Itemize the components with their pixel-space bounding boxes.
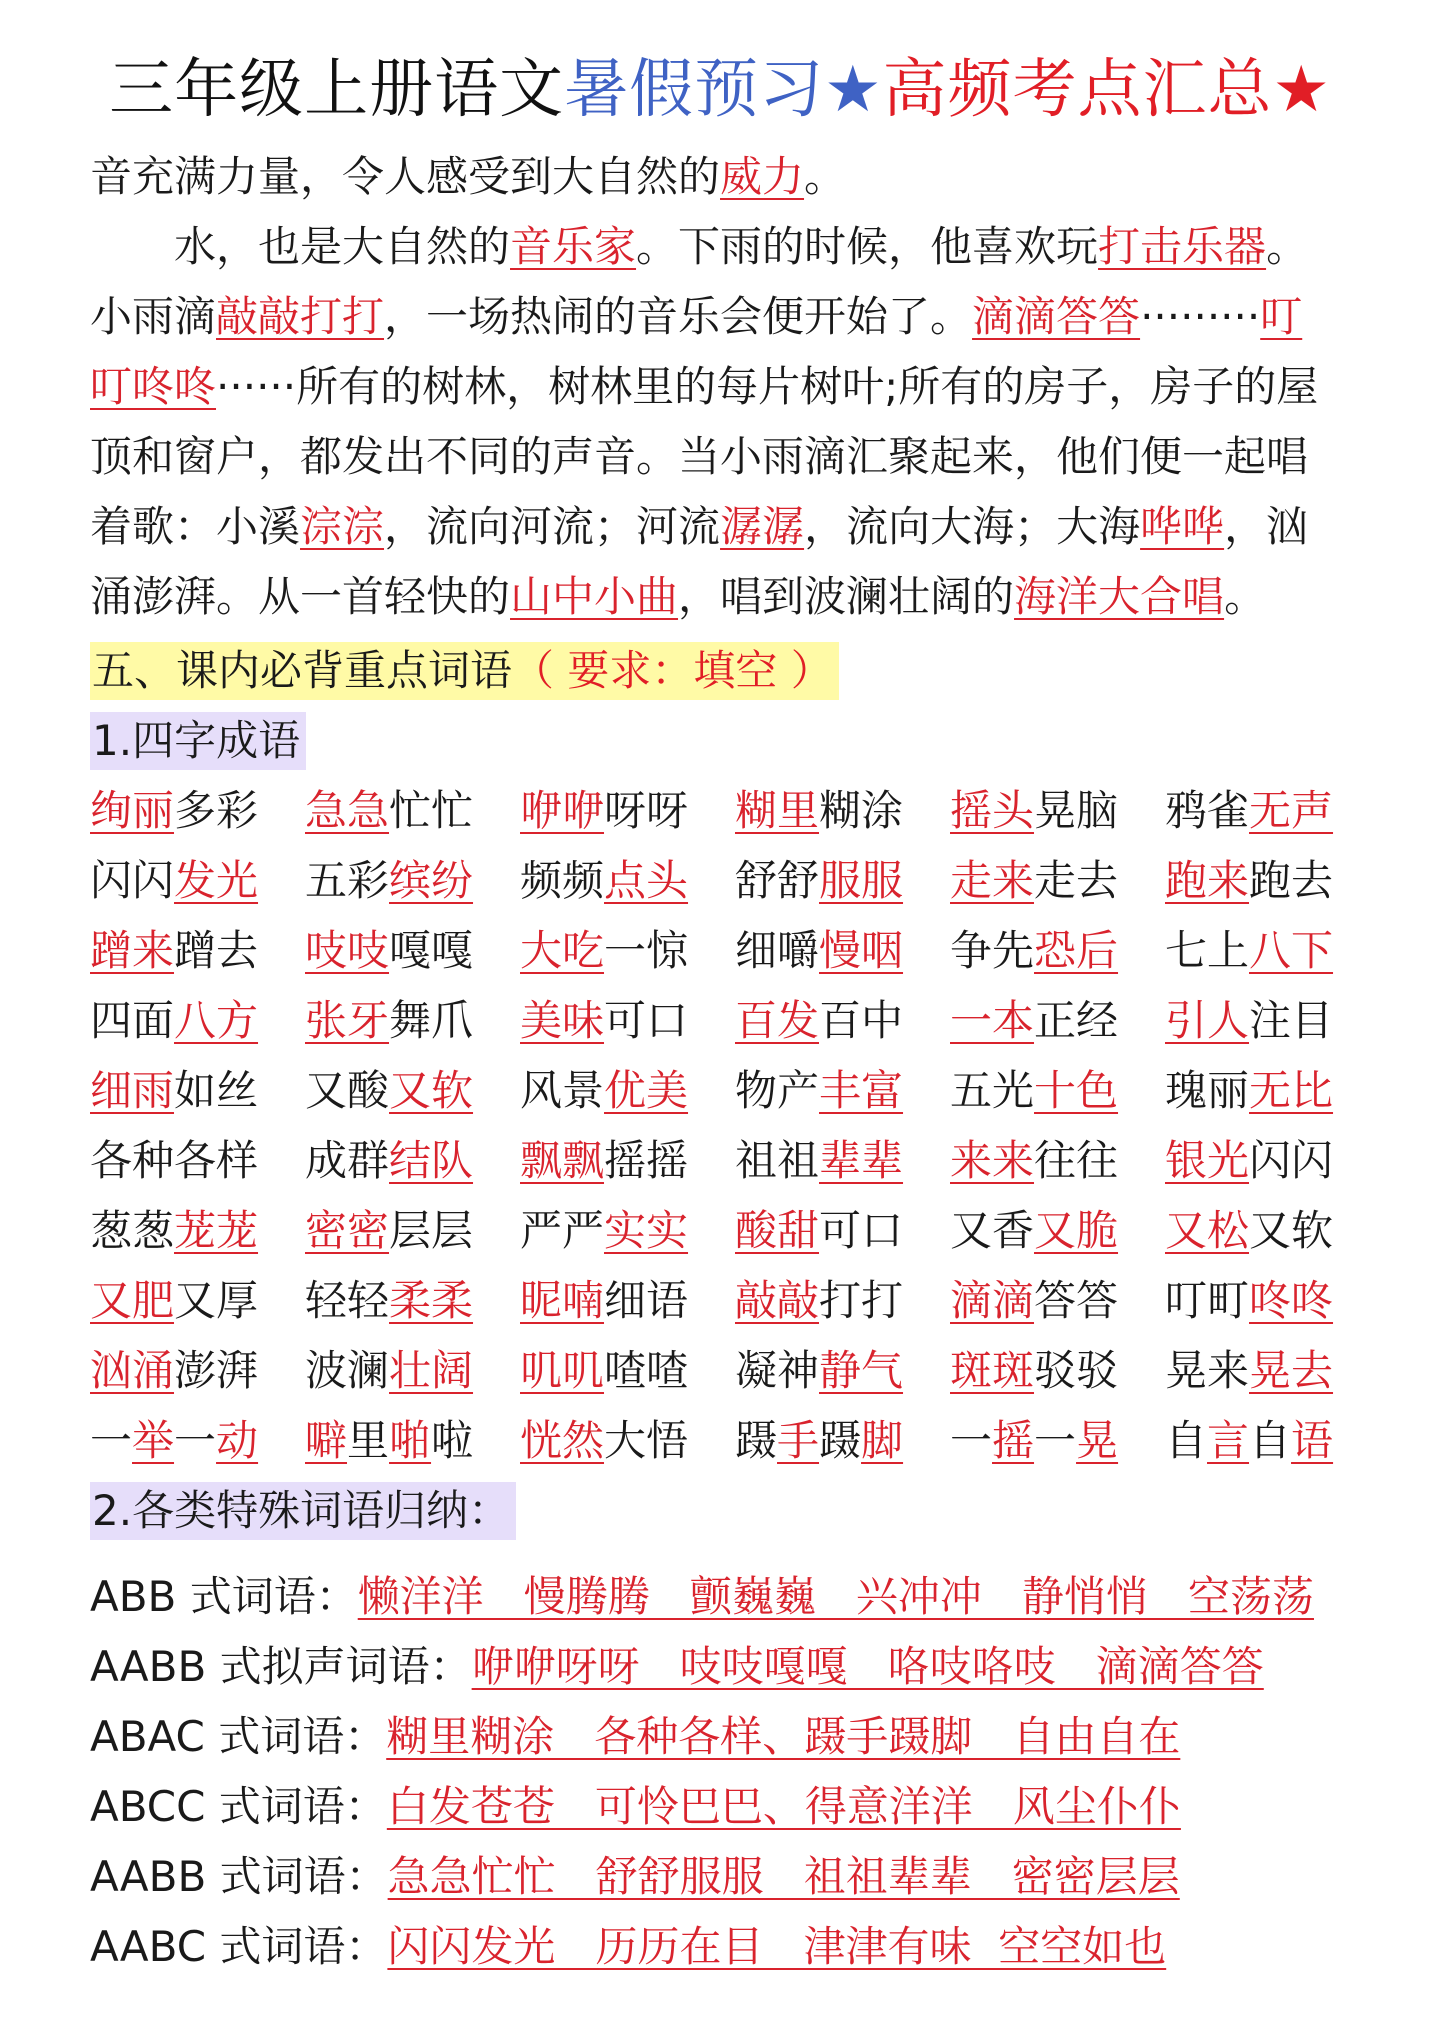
- idiom-item: [520, 986, 735, 1056]
- idiom-row: [90, 846, 1380, 916]
- passage-text: 音充满力量，令人感受到大自然的: [90, 152, 721, 201]
- idiom-given-text: 蹭去: [174, 926, 259, 975]
- idiom-blank-answer: 跑来: [1165, 856, 1250, 905]
- idiom-given-text: 跑去: [1249, 856, 1334, 905]
- idiom-blank-answer: 十色: [1034, 1066, 1119, 1115]
- passage-text: ，流向河流；河流: [384, 502, 721, 551]
- idiom-row: [90, 1196, 1380, 1266]
- idiom-blank-answer: 蹭来: [90, 926, 175, 975]
- idiom-blank-answer: 晃: [1076, 1416, 1119, 1465]
- idiom-given-text: 又香: [950, 1206, 1035, 1255]
- idiom-item: [950, 1266, 1165, 1336]
- idiom-blank-answer: 美味: [520, 996, 605, 1045]
- word-type-row: [90, 1842, 1390, 1912]
- idiom-blank-answer: 吱吱: [305, 926, 390, 975]
- idiom-row: [90, 1056, 1380, 1126]
- idiom-item: [950, 776, 1165, 846]
- idiom-item: [950, 916, 1165, 986]
- passage-keyword: 山中小曲: [510, 572, 679, 621]
- idiom-given-text: 争先: [950, 926, 1035, 975]
- idiom-item: [735, 916, 950, 986]
- idiom-given-text: 自: [1249, 1416, 1292, 1465]
- idiom-blank-answer: 服服: [819, 856, 904, 905]
- idiom-blank-answer: 又脆: [1034, 1206, 1119, 1255]
- idiom-given-text: 又厚: [174, 1276, 259, 1325]
- idiom-blank-answer: 又肥: [90, 1276, 175, 1325]
- idiom-item: [305, 1336, 520, 1406]
- idiom-blank-answer: 密密: [305, 1206, 390, 1255]
- idiom-given-text: 又软: [1249, 1206, 1334, 1255]
- subsection-word-types-title: 2.各类特殊词语归纳：: [92, 1486, 511, 1535]
- word-type-label: AABB 式拟声词语：: [90, 1642, 472, 1691]
- idiom-item: [735, 1196, 950, 1266]
- idiom-given-text: 自: [1165, 1416, 1208, 1465]
- blue-star-icon: ★: [824, 53, 883, 127]
- idiom-blank-answer: 又松: [1165, 1206, 1250, 1255]
- idiom-blank-answer: 糊里: [735, 786, 820, 835]
- idiom-item: [90, 1266, 305, 1336]
- idiom-given-text: 百中: [819, 996, 904, 1045]
- idiom-blank-answer: 茏茏: [174, 1206, 259, 1255]
- word-type-label: AABC 式词语：: [90, 1922, 388, 1971]
- passage-keyword: 滴滴答答: [972, 292, 1141, 341]
- idiom-given-text: 呀呀: [604, 786, 689, 835]
- idiom-given-text: 糊涂: [819, 786, 904, 835]
- idiom-blank-answer: 无声: [1249, 786, 1334, 835]
- idiom-blank-answer: 酸甜: [735, 1206, 820, 1255]
- idiom-item: [1165, 1056, 1380, 1126]
- idiom-given-text: 可口: [604, 996, 689, 1045]
- idiom-item: [305, 846, 520, 916]
- passage-text: ，唱到波澜壮阔的: [678, 572, 1015, 621]
- idiom-row: [90, 776, 1380, 846]
- idiom-given-text: 葱葱: [90, 1206, 175, 1255]
- idiom-given-text: 闪闪: [90, 856, 175, 905]
- idiom-item: [735, 986, 950, 1056]
- idiom-item: [520, 1406, 735, 1476]
- idiom-row: [90, 1336, 1380, 1406]
- passage-text: 涌澎湃。从一首轻快的: [90, 572, 511, 621]
- idiom-row: [90, 1266, 1380, 1336]
- idiom-given-text: 澎湃: [174, 1346, 259, 1395]
- idiom-item: [950, 846, 1165, 916]
- idiom-item: [90, 776, 305, 846]
- idiom-blank-answer: 银光: [1165, 1136, 1250, 1185]
- idiom-item: [305, 916, 520, 986]
- idiom-given-text: 喳喳: [604, 1346, 689, 1395]
- idiom-blank-answer: 细雨: [90, 1066, 175, 1115]
- word-type-examples: 懒洋洋 慢腾腾 颤巍巍 兴冲冲 静悄悄 空荡荡: [357, 1572, 1314, 1621]
- idiom-given-text: 细嚼: [735, 926, 820, 975]
- idiom-given-text: 风景: [520, 1066, 605, 1115]
- idiom-blank-answer: 无比: [1249, 1066, 1334, 1115]
- passage-keyword: 威力: [720, 152, 805, 201]
- idiom-given-text: 走去: [1034, 856, 1119, 905]
- title-part-summary: 高频考点汇总: [882, 53, 1273, 127]
- idiom-given-text: 舒舒: [735, 856, 820, 905]
- idiom-given-text: 叮町: [1165, 1276, 1250, 1325]
- subsection-idioms-heading: [90, 712, 306, 770]
- idiom-item: [520, 1126, 735, 1196]
- word-type-label: AABB 式词语：: [90, 1852, 388, 1901]
- word-type-label: ABCC 式词语：: [90, 1782, 387, 1831]
- passage-text: 。: [1224, 572, 1267, 621]
- idiom-blank-answer: 慢咽: [819, 926, 904, 975]
- passage-line: [90, 282, 1360, 352]
- idiom-given-text: 层层: [389, 1206, 474, 1255]
- idiom-blank-answer: 晃去: [1249, 1346, 1334, 1395]
- idiom-given-text: 鸦雀: [1165, 786, 1250, 835]
- idiom-given-text: 晃来: [1165, 1346, 1250, 1395]
- passage-keyword: 敲敲打打: [216, 292, 385, 341]
- passage-line: [90, 142, 1360, 212]
- passage-keyword: 潺潺: [720, 502, 805, 551]
- word-type-row: [90, 1912, 1390, 1982]
- idiom-blank-answer: 咿咿: [520, 786, 605, 835]
- word-type-row: [90, 1632, 1390, 1702]
- idiom-blank-answer: 柔柔: [389, 1276, 474, 1325]
- passage-keyword: 打击乐器: [1098, 222, 1267, 271]
- idiom-item: [735, 1056, 950, 1126]
- idiom-item: [1165, 1406, 1380, 1476]
- idiom-given-text: 注目: [1249, 996, 1334, 1045]
- passage-line: [90, 422, 1360, 492]
- section-5-heading: [90, 642, 839, 700]
- passage-text: ······所有的树林，树林里的每片树叶;所有的房子，房子的屋: [216, 362, 1319, 411]
- passage-line: [90, 212, 1360, 282]
- word-type-examples: 闪闪发光 历历在目 津津有味 空空如也: [387, 1922, 1167, 1971]
- passage-keyword: 音乐家: [510, 222, 637, 271]
- idiom-item: [90, 1126, 305, 1196]
- idiom-given-text: 频频: [520, 856, 605, 905]
- idiom-item: [520, 846, 735, 916]
- idiom-item: [305, 986, 520, 1056]
- idiom-blank-answer: 动: [216, 1416, 259, 1465]
- idiom-blank-answer: 恐后: [1034, 926, 1119, 975]
- passage-line: [90, 492, 1360, 562]
- idiom-item: [950, 1126, 1165, 1196]
- word-type-row: [90, 1562, 1390, 1632]
- idiom-blank-answer: 言: [1207, 1416, 1250, 1465]
- idiom-given-text: 一: [950, 1416, 993, 1465]
- subsection-idioms-title: 1.四字成语: [92, 716, 301, 765]
- idiom-item: [1165, 846, 1380, 916]
- idiom-given-text: 又酸: [305, 1066, 390, 1115]
- idiom-item: [735, 1266, 950, 1336]
- idiom-blank-answer: 八下: [1249, 926, 1334, 975]
- idiom-blank-answer: 举: [132, 1416, 175, 1465]
- idiom-blank-answer: 结队: [389, 1136, 474, 1185]
- idiom-item: [735, 1336, 950, 1406]
- idiom-item: [735, 776, 950, 846]
- idiom-blank-answer: 滴滴: [950, 1276, 1035, 1325]
- word-type-label: ABB 式词语：: [90, 1572, 358, 1621]
- section-5-title: 五、课内必背重点词语: [92, 646, 513, 695]
- idiom-item: [305, 776, 520, 846]
- idiom-blank-answer: 急急: [305, 786, 390, 835]
- idiom-given-text: 四面: [90, 996, 175, 1045]
- idiom-given-text: 闪闪: [1249, 1136, 1334, 1185]
- idiom-blank-answer: 缤纷: [389, 856, 474, 905]
- idiom-blank-answer: 引人: [1165, 996, 1250, 1045]
- idiom-blank-answer: 咚咚: [1249, 1276, 1334, 1325]
- idiom-item: [1165, 916, 1380, 986]
- idiom-item: [520, 1266, 735, 1336]
- idiom-item: [950, 1406, 1165, 1476]
- idiom-given-text: 如丝: [174, 1066, 259, 1115]
- idiom-blank-answer: 一本: [950, 996, 1035, 1045]
- idiom-item: [735, 846, 950, 916]
- title-part-grade: 三年级上册语文: [109, 53, 565, 127]
- idiom-blank-answer: 壮阔: [389, 1346, 474, 1395]
- passage-line: [90, 562, 1360, 632]
- idiom-blank-answer: 优美: [604, 1066, 689, 1115]
- idiom-given-text: 物产: [735, 1066, 820, 1115]
- idiom-given-text: 答答: [1034, 1276, 1119, 1325]
- idiom-blank-answer: 点头: [604, 856, 689, 905]
- idiom-given-text: 各种各样: [90, 1136, 259, 1185]
- idiom-blank-answer: 啪: [389, 1416, 432, 1465]
- idiom-row: [90, 1406, 1380, 1476]
- idiom-item: [90, 1056, 305, 1126]
- idiom-item: [305, 1056, 520, 1126]
- idiom-given-text: 晃脑: [1034, 786, 1119, 835]
- idiom-blank-answer: 张牙: [305, 996, 390, 1045]
- idiom-blank-answer: 八方: [174, 996, 259, 1045]
- idiom-blank-answer: 斑斑: [950, 1346, 1035, 1395]
- idiom-blank-answer: 来来: [950, 1136, 1035, 1185]
- passage-text: 。: [1266, 222, 1309, 271]
- idiom-blank-answer: 百发: [735, 996, 820, 1045]
- idiom-item: [520, 1336, 735, 1406]
- idiom-item: [520, 916, 735, 986]
- idiom-given-text: 一惊: [604, 926, 689, 975]
- idiom-given-text: 里: [347, 1416, 390, 1465]
- passage-text: 水，也是大自然的: [174, 222, 511, 271]
- word-type-examples: 糊里糊涂 各种各样、蹑手蹑脚 自由自在: [386, 1712, 1181, 1761]
- idiom-blank-answer: 走来: [950, 856, 1035, 905]
- idiom-given-text: 驳驳: [1034, 1346, 1119, 1395]
- idiom-item: [90, 986, 305, 1056]
- idiom-blank-answer: 静气: [819, 1346, 904, 1395]
- idiom-item: [520, 1056, 735, 1126]
- idiom-row: [90, 986, 1380, 1056]
- passage-text: 顶和窗户，都发出不同的声音。当小雨滴汇聚起来，他们便一起唱: [90, 432, 1309, 481]
- idiom-blank-answer: 语: [1291, 1416, 1334, 1465]
- passage-text: ，汹: [1224, 502, 1309, 551]
- idiom-item: [1165, 986, 1380, 1056]
- idiom-given-text: 瑰丽: [1165, 1066, 1250, 1115]
- idiom-item: [90, 846, 305, 916]
- passage-text: 小雨滴: [90, 292, 217, 341]
- passage-text: 。: [804, 152, 847, 201]
- word-type-examples: 咿咿呀呀 吱吱嘎嘎 咯吱咯吱 滴滴答答: [471, 1642, 1264, 1691]
- passage-text: ，流向大海；大海: [804, 502, 1141, 551]
- idiom-blank-answer: 手: [777, 1416, 820, 1465]
- idiom-item: [950, 1196, 1165, 1266]
- passage-keyword: 淙淙: [300, 502, 385, 551]
- idiom-blank-answer: 叽叽: [520, 1346, 605, 1395]
- idiom-given-text: 一: [1034, 1416, 1077, 1465]
- idiom-given-text: 祖祖: [735, 1136, 820, 1185]
- idiom-blank-answer: 发光: [174, 856, 259, 905]
- idiom-row: [90, 916, 1380, 986]
- passage-text: ·········: [1140, 292, 1261, 341]
- idiom-given-text: 多彩: [174, 786, 259, 835]
- idiom-blank-answer: 噼: [305, 1416, 348, 1465]
- idiom-given-text: 蹑: [819, 1416, 862, 1465]
- page-title: [0, 50, 1440, 130]
- passage-keyword: 哗哗: [1140, 502, 1225, 551]
- idiom-blank-answer: 摇: [992, 1416, 1035, 1465]
- idiom-blank-answer: 昵喃: [520, 1276, 605, 1325]
- idiom-given-text: 舞爪: [389, 996, 474, 1045]
- idiom-item: [1165, 1266, 1380, 1336]
- idiom-row: [90, 1126, 1380, 1196]
- subsection-word-types-heading: [90, 1482, 516, 1540]
- idiom-given-text: 忙忙: [389, 786, 474, 835]
- idiom-item: [735, 1406, 950, 1476]
- idiom-given-text: 轻轻: [305, 1276, 390, 1325]
- idiom-given-text: 一: [174, 1416, 217, 1465]
- idiom-given-text: 七上: [1165, 926, 1250, 975]
- word-type-examples: 白发苍苍 可怜巴巴、得意洋洋 风尘仆仆: [386, 1782, 1181, 1831]
- passage-text: 着歌：小溪: [90, 502, 301, 551]
- idiom-blank-answer: 摇头: [950, 786, 1035, 835]
- idiom-blank-answer: 丰富: [819, 1066, 904, 1115]
- section-5-requirement: （ 要求：填空 ）: [512, 646, 833, 695]
- idiom-item: [90, 1196, 305, 1266]
- idiom-blank-answer: 汹涌: [90, 1346, 175, 1395]
- passage-text: ，一场热闹的音乐会便开始了。: [384, 292, 973, 341]
- idiom-item: [90, 1406, 305, 1476]
- idiom-item: [520, 1196, 735, 1266]
- idiom-item: [1165, 776, 1380, 846]
- idiom-item: [90, 1336, 305, 1406]
- passage-keyword: 海洋大合唱: [1014, 572, 1225, 621]
- idiom-item: [950, 1056, 1165, 1126]
- idiom-blank-answer: 恍然: [520, 1416, 605, 1465]
- idiom-item: [1165, 1336, 1380, 1406]
- idiom-given-text: 成群: [305, 1136, 390, 1185]
- idiom-blank-answer: 大吃: [520, 926, 605, 975]
- idiom-blank-answer: 绚丽: [90, 786, 175, 835]
- idiom-item: [735, 1126, 950, 1196]
- idiom-given-text: 严严: [520, 1206, 605, 1255]
- idiom-given-text: 波澜: [305, 1346, 390, 1395]
- word-type-row: [90, 1772, 1390, 1842]
- word-type-row: [90, 1702, 1390, 1772]
- passage-line: [90, 352, 1360, 422]
- idiom-given-text: 五光: [950, 1066, 1035, 1115]
- idiom-blank-answer: 飘飘: [520, 1136, 605, 1185]
- idiom-given-text: 啦: [431, 1416, 474, 1465]
- idiom-given-text: 摇摇: [604, 1136, 689, 1185]
- idiom-item: [305, 1126, 520, 1196]
- idiom-item: [950, 986, 1165, 1056]
- passage-text: 。下雨的时候，他喜欢玩: [636, 222, 1099, 271]
- idiom-blank-answer: 敲敲: [735, 1276, 820, 1325]
- idiom-item: [950, 1336, 1165, 1406]
- idiom-item: [305, 1406, 520, 1476]
- idiom-given-text: 打打: [819, 1276, 904, 1325]
- idiom-item: [1165, 1196, 1380, 1266]
- idiom-item: [90, 916, 305, 986]
- idiom-item: [305, 1266, 520, 1336]
- idiom-item: [1165, 1126, 1380, 1196]
- passage-keyword: 叮咚咚: [90, 362, 217, 411]
- idiom-given-text: 可口: [819, 1206, 904, 1255]
- idiom-given-text: 一: [90, 1416, 133, 1465]
- idiom-given-text: 五彩: [305, 856, 390, 905]
- red-star-icon: ★: [1272, 53, 1331, 127]
- idiom-given-text: 凝神: [735, 1346, 820, 1395]
- idiom-blank-answer: 辈辈: [819, 1136, 904, 1185]
- idiom-given-text: 细语: [604, 1276, 689, 1325]
- idiom-given-text: 往往: [1034, 1136, 1119, 1185]
- idiom-item: [520, 776, 735, 846]
- idiom-given-text: 大悟: [604, 1416, 689, 1465]
- idiom-blank-answer: 实实: [604, 1206, 689, 1255]
- idiom-blank-answer: 脚: [861, 1416, 904, 1465]
- idiom-item: [305, 1196, 520, 1266]
- passage-keyword: 叮: [1260, 292, 1303, 341]
- idiom-given-text: 蹑: [735, 1416, 778, 1465]
- word-type-label: ABAC 式词语：: [90, 1712, 387, 1761]
- title-part-preview: 暑假预习: [564, 53, 825, 127]
- idiom-given-text: 正经: [1034, 996, 1119, 1045]
- idiom-blank-answer: 又软: [389, 1066, 474, 1115]
- word-type-examples: 急急忙忙 舒舒服服 祖祖辈辈 密密层层: [387, 1852, 1180, 1901]
- idiom-given-text: 嘎嘎: [389, 926, 474, 975]
